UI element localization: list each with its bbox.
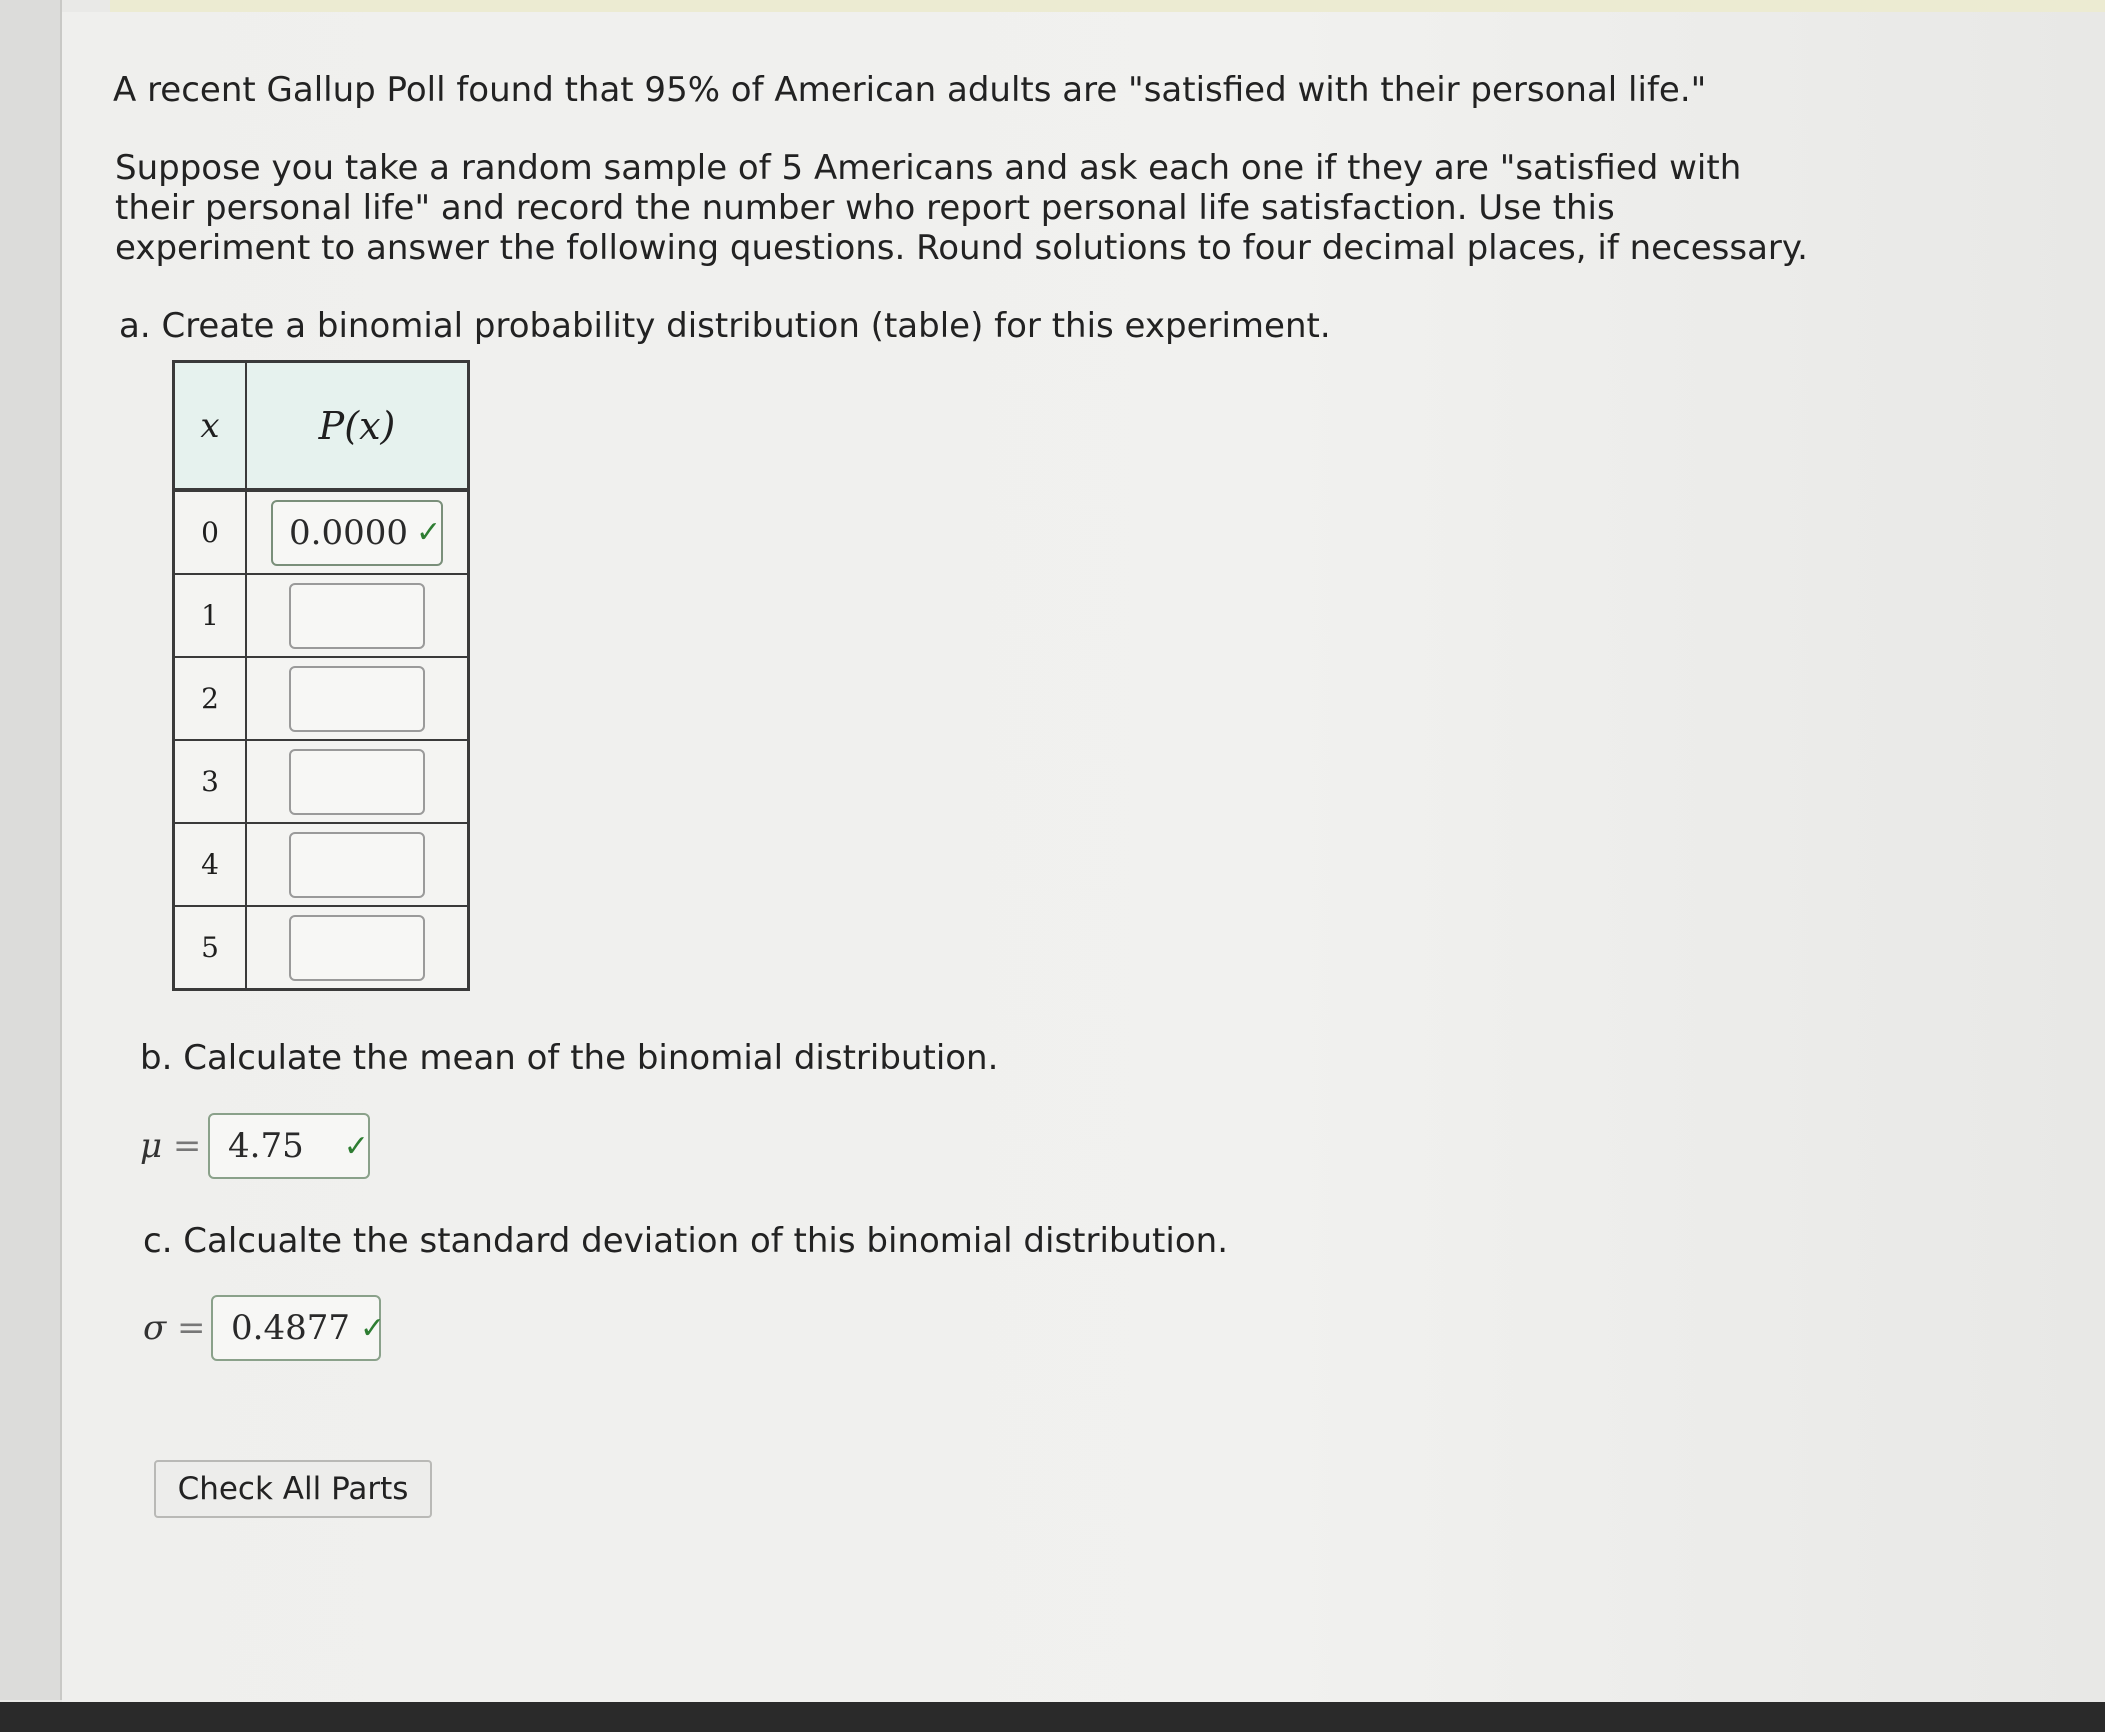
std-dev-value: 0.4877 [231,1308,350,1348]
part-b-prompt: b. Calculate the mean of the binomial distribution. [140,1038,999,1078]
probability-table [172,360,470,991]
p-x3-input[interactable] [289,749,425,815]
p-x5-input[interactable] [289,915,425,981]
mean-label [140,1126,208,1166]
part-c-prompt: c. Calcualte the standard deviation of this binomial distribution. [143,1221,1228,1261]
screen-bezel [0,1702,2105,1732]
std-dev-label [143,1308,211,1348]
row-x-value: 3 [175,741,247,822]
p-x0-value: 0.0000 [289,512,408,553]
row-x-value: 5 [175,907,247,988]
p-x2-input[interactable] [289,666,425,732]
check-icon: ✓ [415,515,442,550]
part-a-prompt: a. Create a binomial probability distribution (table) for this experiment. [119,306,1331,346]
problem-setup: Suppose you take a random sample of 5 Americans and ask each one if they are "satisfied with their personal life" and record the number who report personal life satisfaction. Use this experiment to answer the following questions. Round solutions to four decimal places, if necessary. [115,148,1808,268]
table-row [175,741,467,824]
table-row [175,575,467,658]
std-dev-answer-row [143,1295,386,1361]
equals-sign: = [172,1126,202,1166]
check-icon: ✓ [359,1310,386,1346]
p-x4-input[interactable] [289,832,425,898]
check-all-parts-button[interactable]: Check All Parts [154,1460,432,1518]
table-row [175,658,467,741]
header-x: x [175,363,247,488]
std-dev-input[interactable] [211,1295,386,1361]
table-row [175,492,467,575]
row-x-value: 2 [175,658,247,739]
row-x-value: 1 [175,575,247,656]
mu-symbol: μ [140,1126,163,1166]
row-x-value: 0 [175,492,247,573]
equals-sign: = [177,1308,206,1348]
sigma-symbol: σ [143,1308,167,1348]
mean-value: 4.75 [228,1126,304,1166]
p-x0-input[interactable] [271,500,443,566]
mean-answer-row [140,1113,370,1179]
table-header [175,363,467,492]
check-icon: ✓ [343,1128,369,1164]
p-x1-input[interactable] [289,583,425,649]
table-row [175,824,467,907]
top-banner-strip [110,0,2105,12]
header-px: P(x) [318,403,396,448]
left-gutter [0,0,62,1700]
row-x-value: 4 [175,824,247,905]
problem-intro: A recent Gallup Poll found that 95% of American adults are "satisfied with their personal life." [113,70,1707,110]
mean-input[interactable] [208,1113,370,1179]
table-row [175,907,467,988]
